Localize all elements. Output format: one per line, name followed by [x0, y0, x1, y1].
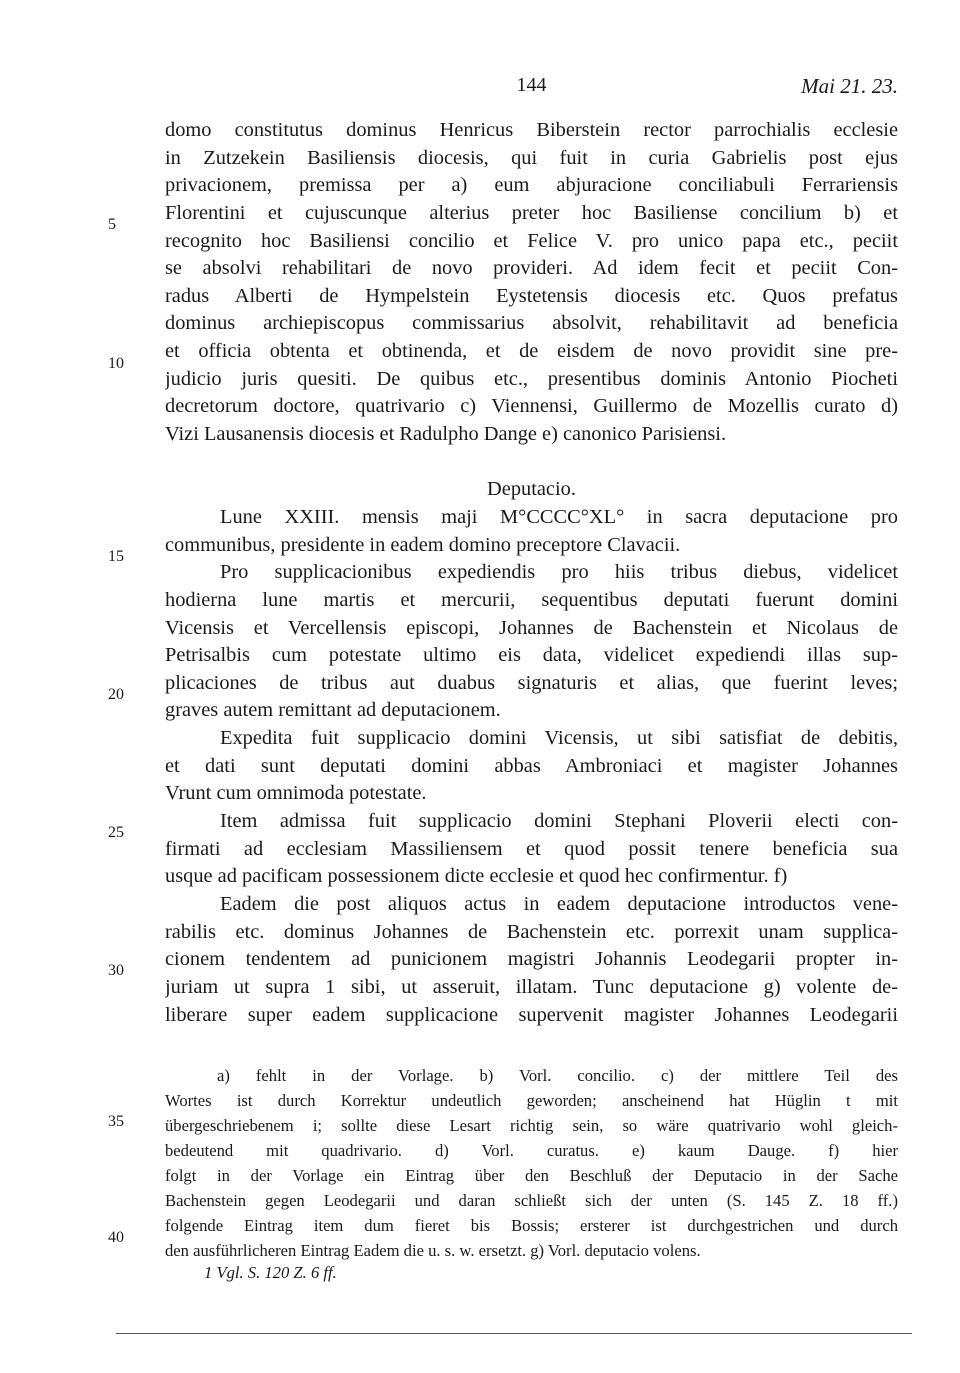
- line-number: 15: [108, 548, 124, 565]
- page-number: 144: [516, 74, 547, 96]
- bottom-rule: [116, 1333, 912, 1334]
- footnote-line: übergeschriebenem i; sollte diese Lesart richtig sein, so wäre quatrivario wohl gleich-: [165, 1116, 898, 1135]
- text-line: judicio juris quesiti. De quibus etc., presentibus dominis Antonio Piocheti: [165, 367, 898, 390]
- line-number: 40: [108, 1229, 124, 1246]
- text-line: dominus archiepiscopus commissarius absolvit, rehabilitavit ad beneficia: [165, 312, 898, 335]
- section-heading: Deputacio.: [487, 478, 576, 501]
- line-number: 35: [108, 1113, 124, 1130]
- footnote-line: Bachenstein gegen Leodegarii und daran schließt sich der unten (S. 145 Z. 18 ff.): [165, 1191, 898, 1210]
- line-number: 30: [108, 962, 124, 979]
- footnote-line: bedeutend mit quadrivario. d) Vorl. curatus. e) kaum Dauge. f) hier: [165, 1141, 898, 1160]
- main-text: [165, 117, 898, 1029]
- footnote-line: folgende Eintrag item dum fieret bis Bossis; ersterer ist durchgestrichen und durch: [165, 1216, 898, 1235]
- text-line: et officia obtenta et obtinenda, et de eisdem de novo providit sine pre-: [165, 340, 898, 363]
- text-line: radus Alberti de Hympelstein Eystetensis diocesis etc. Quos prefatus: [165, 284, 898, 307]
- text-line: Vrunt cum omnimoda potestate.: [165, 782, 427, 805]
- text-line: juriam ut supra 1 sibi, ut asseruit, illatam. Tunc deputacione g) volente de-: [165, 975, 898, 998]
- reference-note: 1 Vgl. S. 120 Z. 6 ff.: [204, 1263, 337, 1282]
- line-number: 25: [108, 824, 124, 841]
- text-line: hodierna lune martis et mercurii, sequentibus deputati fuerunt domini: [165, 588, 898, 611]
- text-line: communibus, presidente in eadem domino preceptore Clavacii.: [165, 533, 681, 556]
- text-line: Lune XXIII. mensis maji M°CCCC°XL° in sacra deputacione pro: [220, 505, 898, 528]
- line-number: 10: [108, 355, 124, 372]
- text-line: domo constitutus dominus Henricus Biberstein rector parrochialis ecclesie: [165, 119, 898, 141]
- text-line: liberare super eadem supplicacione supervenit magister Johannes Leodegarii: [165, 1003, 898, 1026]
- text-line: graves autem remittant ad deputacionem.: [165, 699, 501, 722]
- text-line: et dati sunt deputati domini abbas Ambroniaci et magister Johannes: [165, 754, 898, 777]
- text-line: Vizi Lausanensis diocesis et Radulpho Dange e) canonico Parisiensi.: [165, 423, 727, 446]
- text-line: firmati ad ecclesiam Massiliensem et quod possit tenere beneficia sua: [165, 837, 898, 860]
- text-line: decretorum doctore, quatrivario c) Viennensi, Guillermo de Mozellis curato d): [165, 395, 898, 418]
- text-line: rabilis etc. dominus Johannes de Bachenstein etc. porrexit unam supplica-: [165, 920, 898, 943]
- footnote-line: den ausführlicheren Eintrag Eadem die u. s. w. ersetzt. g) Vorl. deputacio volens.: [165, 1241, 701, 1260]
- line-number: 5: [108, 216, 116, 233]
- text-line: Petrisalbis cum potestate ultimo eis data, videlicet expediendi illas sup-: [165, 644, 898, 667]
- text-line: Pro supplicacionibus expediendis pro hiis tribus diebus, videlicet: [220, 561, 898, 584]
- text-line: Item admissa fuit supplicacio domini Stephani Ploverii electi con-: [220, 810, 898, 833]
- spacer: [165, 449, 898, 477]
- text-line: usque ad pacificam possessionem dicte ecclesie et quod hec confirmentur. f): [165, 865, 788, 888]
- text-line: plicaciones de tribus aut duabus signaturis et alias, que fuerint leves;: [165, 671, 898, 694]
- footnotes: [165, 1063, 898, 1263]
- text-line: privacionem, premissa per a) eum abjuracione conciliabuli Ferrariensis: [165, 174, 898, 197]
- footnote-line: folgt in der Vorlage ein Eintrag über den Beschluß der Deputacio in der Sache: [165, 1166, 898, 1185]
- page-header: [165, 74, 898, 104]
- line-number: 20: [108, 686, 124, 703]
- text-line: in Zutzekein Basiliensis diocesis, qui fuit in curia Gabrielis post ejus: [165, 146, 898, 169]
- text-line: Florentini et cujuscunque alterius preter hoc Basiliense concilium b) et: [165, 201, 898, 224]
- text-line: Eadem die post aliquos actus in eadem deputacione introductos vene-: [220, 892, 898, 915]
- text-line: recognito hoc Basiliensi concilio et Felice V. pro unico papa etc., peciit: [165, 229, 898, 252]
- footnote-line: a) fehlt in der Vorlage. b) Vorl. concilio. c) der mittlere Teil des: [217, 1066, 898, 1085]
- running-date: Mai 21. 23.: [801, 74, 898, 98]
- text-line: se absolvi rehabilitari de novo provideri. Ad idem fecit et peciit Con-: [165, 257, 898, 280]
- text-line: Expedita fuit supplicacio domini Vicensis, ut sibi satisfiat de debitis,: [220, 727, 898, 750]
- text-line: cionem tendentem ad punicionem magistri Johannis Leodegarii propter in-: [165, 948, 898, 971]
- footnote-line: Wortes ist durch Korrektur undeutlich geworden; anscheinend hat Hüglin t mit: [165, 1091, 898, 1110]
- text-line: Vicensis et Vercellensis episcopi, Johannes de Bachenstein et Nicolaus de: [165, 616, 898, 639]
